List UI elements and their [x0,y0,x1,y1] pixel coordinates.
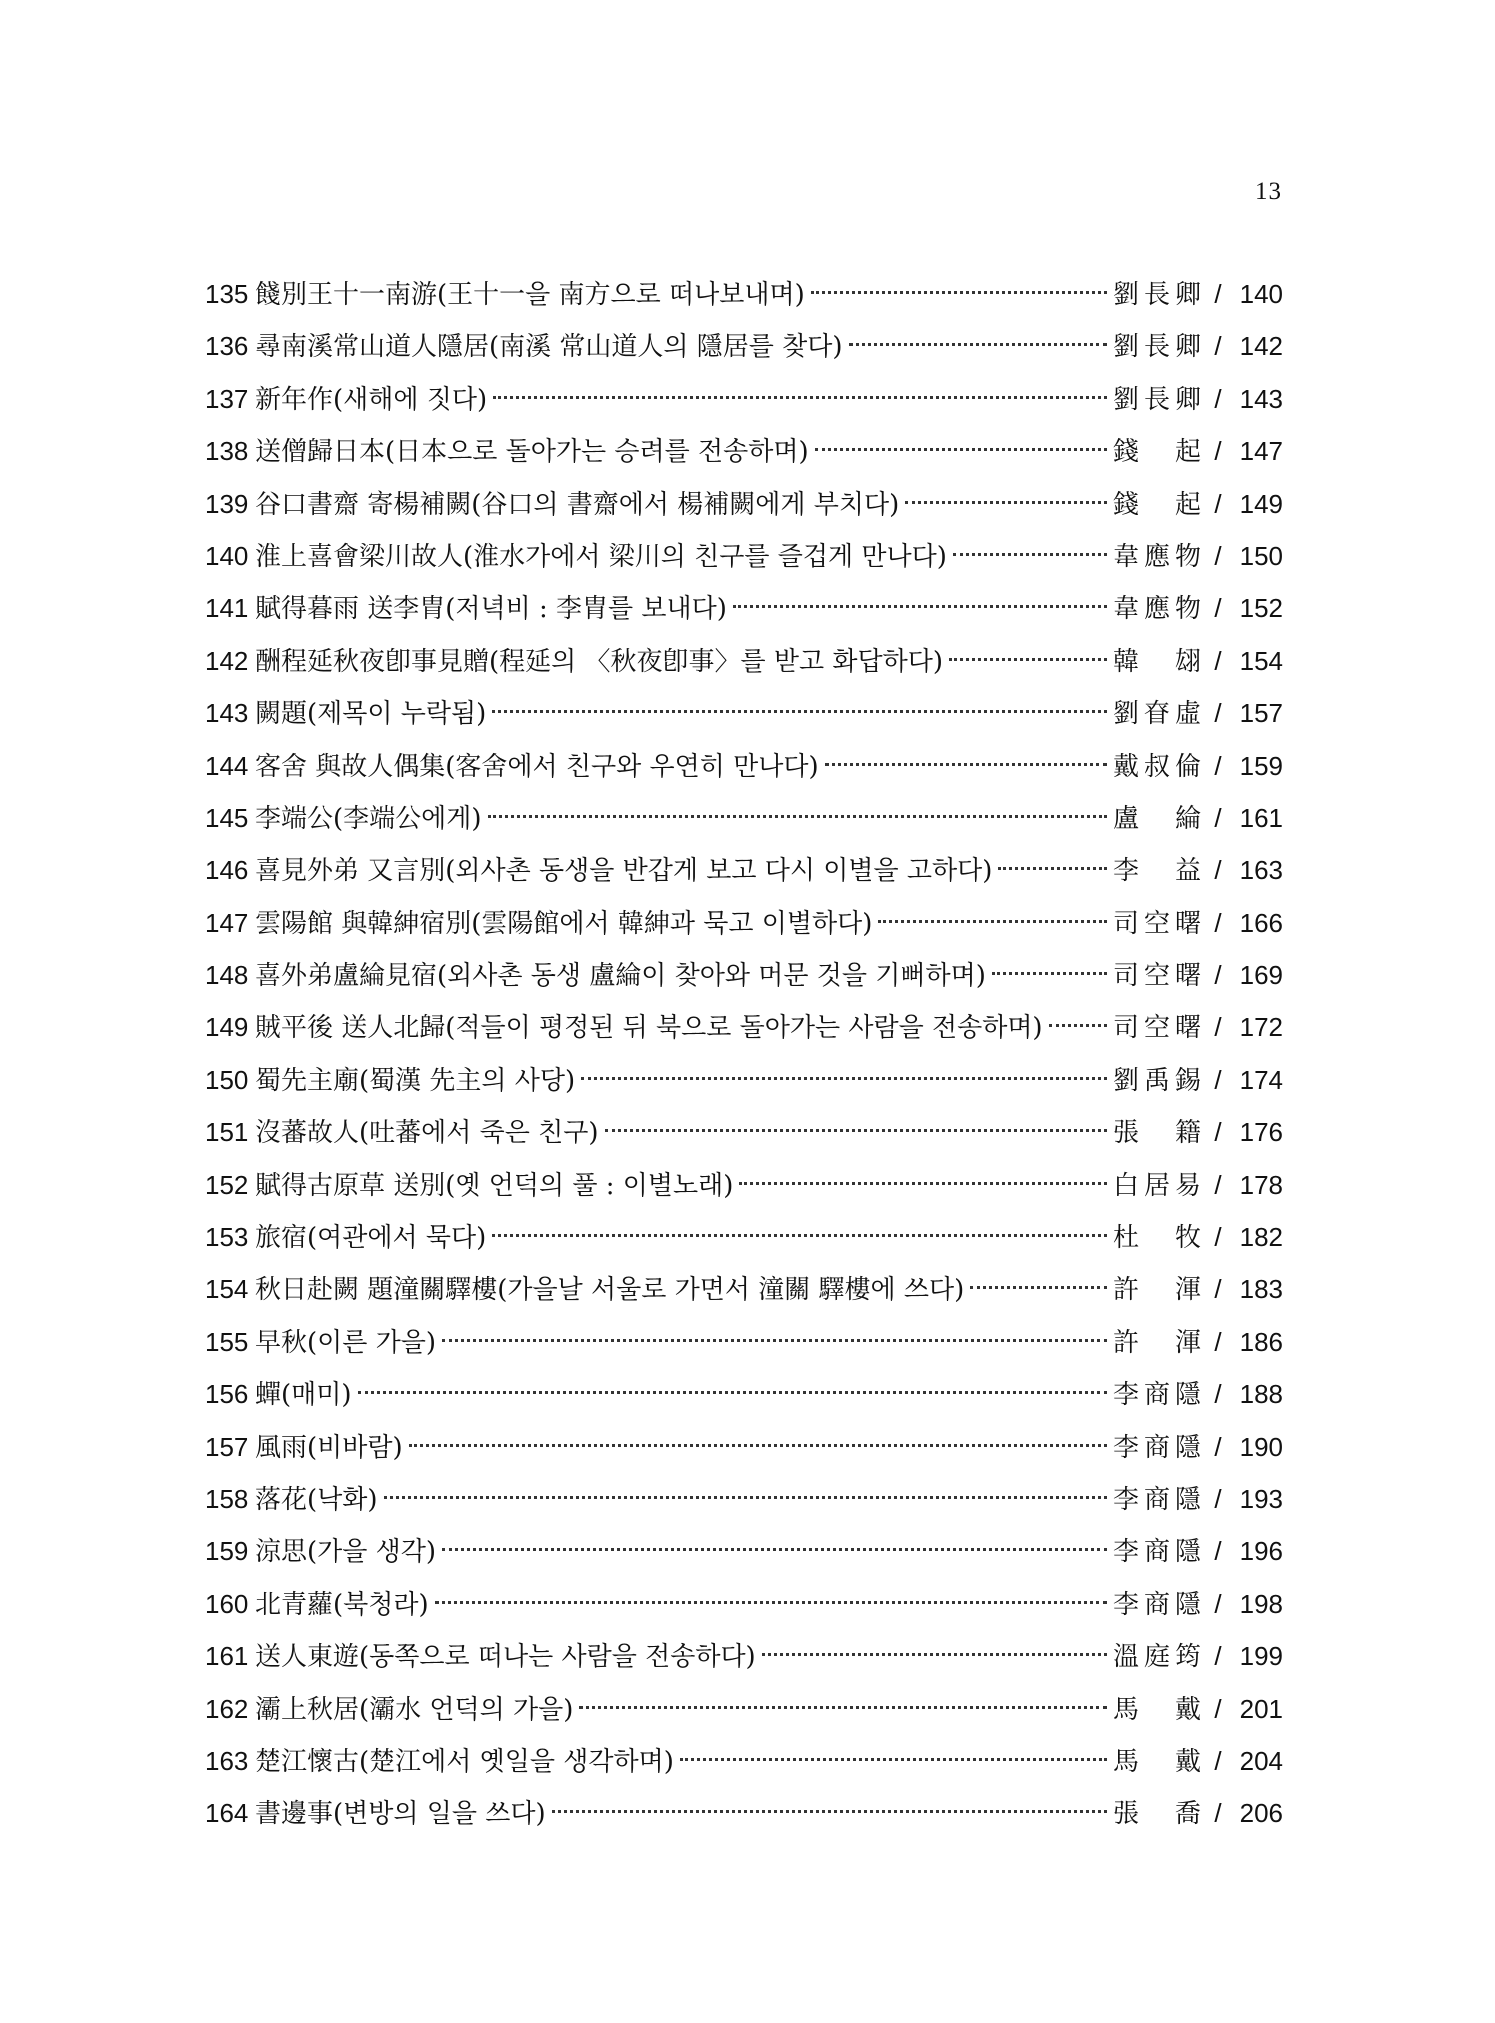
toc-entry [205,792,1283,844]
entry-page: 172 [1239,1012,1283,1043]
dot-leader [849,343,1107,346]
entry-title: 喜外弟盧綸見宿(외사촌 동생 盧綸이 찾아와 머문 것을 기뻐하며) [255,961,986,992]
page-separator: / [1214,1536,1222,1567]
toc-entry [205,1159,1283,1211]
dot-leader [493,396,1107,399]
entry-number: 138 [205,436,249,467]
entry-author: 錢 起 [1113,489,1201,520]
entry-number: 136 [205,331,249,362]
entry-title: 蟬(매미) [255,1380,352,1411]
entry-number: 146 [205,855,249,886]
entry-number: 162 [205,1693,249,1724]
toc-entry [205,897,1283,949]
toc-entry [205,1787,1283,1839]
entry-page: 143 [1239,383,1283,414]
entry-page: 169 [1239,960,1283,991]
dot-leader [581,1077,1107,1080]
toc-entry [205,635,1283,687]
entry-author: 李商隱 [1113,1432,1201,1463]
entry-author: 馬 戴 [1113,1694,1201,1725]
toc-entry [205,1316,1283,1368]
entry-title: 雲陽館 與韓紳宿別(雲陽館에서 韓紳과 묵고 이별하다) [255,908,873,939]
entry-author: 司空曙 [1113,908,1201,939]
entry-page: 174 [1239,1064,1283,1095]
entry-number: 153 [205,1222,249,1253]
entry-author: 司空曙 [1113,1013,1201,1044]
entry-page: 206 [1239,1798,1283,1829]
page-separator: / [1214,855,1222,886]
page-separator: / [1214,1693,1222,1724]
toc-entry [205,373,1283,425]
entry-number: 147 [205,907,249,938]
entry-page: 199 [1239,1641,1283,1672]
toc-entry [205,949,1283,1001]
page-separator: / [1214,383,1222,414]
dot-leader [825,763,1107,766]
toc-entry [205,1578,1283,1630]
entry-title: 尋南溪常山道人隱居(南溪 常山道人의 隱居를 찾다) [255,332,843,363]
entry-author: 韋應物 [1113,594,1201,625]
entry-number: 152 [205,1169,249,1200]
entry-author: 杜 牧 [1113,1223,1201,1254]
page-separator: / [1214,1745,1222,1776]
entry-author: 馬 戴 [1113,1746,1201,1777]
page-separator: / [1214,1169,1222,1200]
entry-page: 157 [1239,698,1283,729]
page-separator: / [1214,802,1222,833]
toc-entry [205,1211,1283,1263]
page-separator: / [1214,1431,1222,1462]
page-separator: / [1214,698,1222,729]
entry-page: 147 [1239,436,1283,467]
entry-title: 落花(낙화) [255,1484,378,1515]
entry-number: 157 [205,1431,249,1462]
entry-title: 賊平後 送人北歸(적들이 평정된 뒤 북으로 돌아가는 사람을 전송하며) [255,1013,1043,1044]
entry-title: 餞別王十一南游(王十一을 南方으로 떠나보내며) [255,280,805,310]
entry-page: 198 [1239,1588,1283,1619]
page-separator: / [1214,1588,1222,1619]
page-separator: / [1214,1222,1222,1253]
entry-author: 戴叔倫 [1113,751,1201,782]
entry-author: 劉長卿 [1113,332,1201,363]
page-separator: / [1214,593,1222,624]
entry-page: 190 [1239,1431,1283,1462]
dot-leader [605,1129,1107,1132]
dot-leader [435,1601,1107,1604]
toc-entry [205,1106,1283,1158]
dot-leader [358,1391,1107,1394]
toc-entry [205,1368,1283,1420]
toc-entry [205,320,1283,372]
dot-leader [442,1548,1107,1551]
page-separator: / [1214,1117,1222,1148]
entry-page: 163 [1239,855,1283,886]
entry-title: 秋日赴闕 題潼關驛樓(가을날 서울로 가면서 潼關 驛樓에 쓰다) [255,1275,965,1306]
entry-author: 許 渾 [1113,1327,1201,1358]
toc-entry [205,740,1283,792]
dot-leader [739,1182,1107,1185]
entry-author: 李商隱 [1113,1537,1201,1568]
entry-number: 142 [205,645,249,676]
dot-leader [552,1810,1107,1813]
dot-leader [992,972,1107,975]
entry-page: 178 [1239,1169,1283,1200]
page-separator: / [1214,960,1222,991]
entry-title: 灞上秋居(灞水 언덕의 가을) [255,1694,574,1725]
page-separator: / [1214,436,1222,467]
dot-leader [733,605,1107,608]
entry-number: 161 [205,1641,249,1672]
entry-page: 196 [1239,1536,1283,1567]
entry-author: 許 渾 [1113,1275,1201,1306]
entry-page: 159 [1239,750,1283,781]
entry-number: 137 [205,383,249,414]
entry-number: 149 [205,1012,249,1043]
entry-author: 劉長卿 [1113,280,1201,310]
entry-number: 160 [205,1588,249,1619]
page-separator: / [1214,1641,1222,1672]
entry-page: 166 [1239,907,1283,938]
entry-author: 白居易 [1113,1170,1201,1201]
entry-page: 193 [1239,1483,1283,1514]
entry-number: 150 [205,1064,249,1095]
page-separator: / [1214,1274,1222,1305]
toc-entry [205,425,1283,477]
dot-leader [488,815,1107,818]
entry-page: 152 [1239,593,1283,624]
entry-number: 135 [205,279,249,309]
toc-entry [205,1683,1283,1735]
entry-number: 158 [205,1483,249,1514]
toc-entry [205,1735,1283,1787]
page-separator: / [1214,645,1222,676]
toc-entry [205,1054,1283,1106]
entry-author: 張 喬 [1113,1799,1201,1830]
entry-author: 李商隱 [1113,1380,1201,1411]
toc-entry [205,1263,1283,1315]
entry-page: 176 [1239,1117,1283,1148]
entry-page: 183 [1239,1274,1283,1305]
dot-leader [878,920,1107,923]
dot-leader [384,1496,1107,1499]
entry-title: 喜見外弟 又言別(외사촌 동생을 반갑게 보고 다시 이별을 고하다) [255,856,993,887]
dot-leader [492,1234,1107,1237]
toc-entry [205,687,1283,739]
dot-leader [442,1339,1107,1342]
page-separator: / [1214,331,1222,362]
page-number: 13 [1255,178,1282,205]
page-separator: / [1214,540,1222,571]
page-separator: / [1214,279,1222,309]
entry-number: 144 [205,750,249,781]
entry-number: 164 [205,1798,249,1829]
entry-author: 韓 翃 [1113,646,1201,677]
entry-page: 188 [1239,1379,1283,1410]
entry-author: 張 籍 [1113,1118,1201,1149]
page-separator: / [1214,750,1222,781]
entry-page: 140 [1239,279,1283,309]
entry-number: 159 [205,1536,249,1567]
entry-number: 143 [205,698,249,729]
entry-title: 谷口書齋 寄楊補闕(谷口의 書齋에서 楊補闕에게 부치다) [255,489,900,520]
dot-leader [998,867,1107,870]
page-separator: / [1214,1798,1222,1829]
entry-title: 書邊事(변방의 일을 쓰다) [255,1799,546,1830]
entry-author: 韋應物 [1113,541,1201,572]
entry-number: 148 [205,960,249,991]
entry-author: 李 益 [1113,856,1201,887]
toc-entry [205,1630,1283,1682]
entry-number: 145 [205,802,249,833]
entry-page: 142 [1239,331,1283,362]
entry-title: 旅宿(여관에서 묵다) [255,1223,487,1254]
entry-title: 楚江懷古(楚江에서 옛일을 생각하며) [255,1746,674,1777]
dot-leader [409,1444,1107,1447]
entry-title: 蜀先主廟(蜀漢 先主의 사당) [255,1065,576,1096]
entry-author: 李商隱 [1113,1589,1201,1620]
entry-page: 204 [1239,1745,1283,1776]
entry-title: 客舍 與故人偶集(客舍에서 친구와 우연히 만나다) [255,751,819,782]
entry-title: 李端公(李端公에게) [255,803,482,834]
entry-author: 劉禹錫 [1113,1065,1201,1096]
entry-number: 139 [205,488,249,519]
entry-title: 送僧歸日本(日本으로 돌아가는 승려를 전송하며) [255,437,809,468]
dot-leader [953,553,1107,556]
toc-entry [205,1001,1283,1053]
entry-author: 劉眘虛 [1113,699,1201,730]
toc-entry [205,1525,1283,1577]
entry-title: 北青蘿(북청라) [255,1589,429,1620]
entry-title: 送人東遊(동쪽으로 떠나는 사람을 전송하다) [255,1642,756,1673]
entry-author: 錢 起 [1113,437,1201,468]
dot-leader [905,501,1107,504]
toc-entry [205,1421,1283,1473]
entry-number: 140 [205,540,249,571]
entry-title: 酬程延秋夜卽事見贈(程延의 〈秋夜卽事〉를 받고 화답하다) [255,646,944,677]
entry-title: 早秋(이른 가을) [255,1327,437,1358]
entry-number: 141 [205,593,249,624]
entry-title: 淮上喜會梁川故人(淮水가에서 梁川의 친구를 즐겁게 만나다) [255,541,947,572]
entry-number: 156 [205,1379,249,1410]
entry-page: 182 [1239,1222,1283,1253]
entry-page: 150 [1239,540,1283,571]
page-separator: / [1214,488,1222,519]
entry-title: 風雨(비바람) [255,1432,403,1463]
dot-leader [1049,1024,1107,1027]
table-of-contents [205,268,1283,1840]
entry-page: 149 [1239,488,1283,519]
entry-page: 154 [1239,645,1283,676]
entry-title: 賦得暮雨 送李胄(저녁비 : 李胄를 보내다) [255,594,727,625]
entry-title: 新年作(새해에 짓다) [255,384,488,415]
dot-leader [815,448,1107,451]
entry-number: 163 [205,1745,249,1776]
entry-author: 盧 綸 [1113,803,1201,834]
entry-number: 155 [205,1326,249,1357]
dot-leader [579,1706,1107,1709]
entry-author: 劉長卿 [1113,384,1201,415]
dot-leader [680,1758,1107,1761]
page-separator: / [1214,1064,1222,1095]
entry-title: 賦得古原草 送別(옛 언덕의 풀 : 이별노래) [255,1170,734,1201]
entry-author: 溫庭筠 [1113,1642,1201,1673]
toc-entry [205,268,1283,320]
entry-number: 154 [205,1274,249,1305]
entry-author: 司空曙 [1113,961,1201,992]
entry-number: 151 [205,1117,249,1148]
page-separator: / [1214,1379,1222,1410]
toc-entry [205,478,1283,530]
toc-entry [205,1473,1283,1525]
dot-leader [811,291,1107,294]
entry-page: 186 [1239,1326,1283,1357]
toc-entry [205,582,1283,634]
entry-author: 李商隱 [1113,1484,1201,1515]
dot-leader [949,658,1107,661]
entry-title: 涼思(가을 생각) [255,1537,437,1568]
dot-leader [970,1286,1107,1289]
toc-entry [205,530,1283,582]
page-separator: / [1214,1012,1222,1043]
dot-leader [492,710,1107,713]
page-separator: / [1214,1483,1222,1514]
entry-title: 闕題(제목이 누락됨) [255,699,487,730]
page-separator: / [1214,907,1222,938]
entry-title: 沒蕃故人(吐蕃에서 죽은 친구) [255,1118,599,1149]
page-separator: / [1214,1326,1222,1357]
entry-page: 161 [1239,802,1283,833]
entry-page: 201 [1239,1693,1283,1724]
toc-entry [205,844,1283,896]
dot-leader [762,1653,1107,1656]
